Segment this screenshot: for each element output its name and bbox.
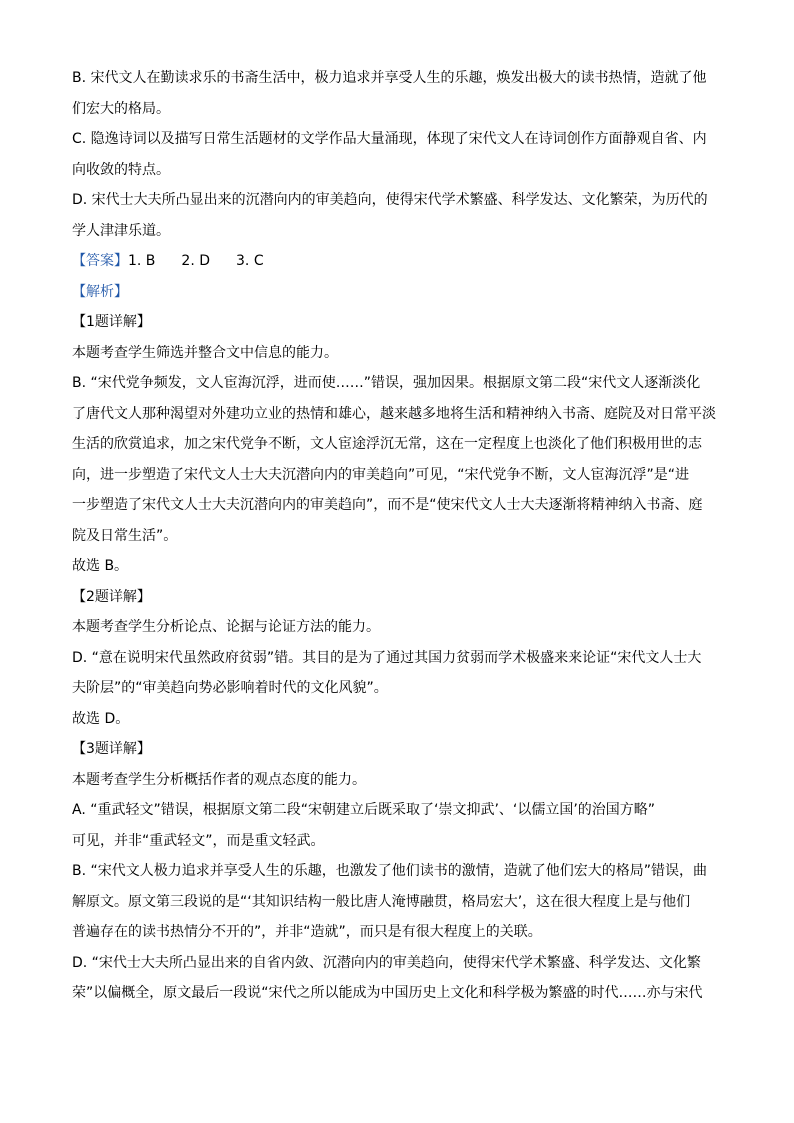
q2-intro: 本题考查学生分析论点、论据与论证方法的能力。 — [72, 619, 380, 635]
q3-line-5: 普遍存在的读书热情分不开的”，并非“造就”，而只是有很大程度上的关联。 — [72, 924, 542, 940]
q1-line-2: 了唐代文人那种渴望对外建功立业的热情和雄心，越来越多地将生活和精神纳入书斋、庭院及对日常平淡 — [72, 405, 716, 422]
q3-intro: 本题考查学生分析概括作者的观点态度的能力。 — [72, 771, 366, 788]
q3-line-6: D. “宋代士大夫所凸显出来的自省内敛、沉潜向内的审美趋向，使得宋代学术繁盛、科学发达、文化繁 — [72, 954, 701, 971]
option-c-line-1: C. 隐逸诗词以及描写日常生活题材的文学作品大量涌现，体现了宋代文人在诗词创作方面静观自省、内 — [72, 131, 707, 147]
q3-line-1: A. “重武轻文”错误，根据原文第二段“宋朝建立后既采取了‘崇文抑武’、‘以儒立国’的治国方略” — [72, 802, 656, 818]
analysis-label: 【解析】 — [72, 283, 128, 300]
q2-heading: 【2题详解】 — [72, 588, 151, 605]
option-d-line-2: 学人津津乐道。 — [72, 222, 170, 239]
option-b-line-1: B. 宋代文人在勤读求乐的书斋生活中，极力追求并享受人生的乐趣，焕发出极大的读书热情，造就了他 — [72, 70, 707, 86]
q3-line-2: 可见，并非“重武轻文”，而是重文轻武。 — [72, 832, 325, 849]
q1-line-3: 生活的欣赏追求，加之宋代党争不断，文人宦途浮沉无常，这在一定程度上也淡化了他们积极用世的志 — [72, 436, 702, 452]
option-c-line-2: 向收敛的特点。 — [72, 161, 170, 178]
q1-heading: 【1题详解】 — [72, 314, 151, 330]
answer-line — [72, 246, 720, 277]
q1-line-5: 一步塑造了宋代文人士大夫沉潜向内的审美趋向”，而不是“使宋代文人士大夫逐渐将精神纳入书斋、庭 — [72, 497, 703, 513]
answer-item-2: 2. D — [181, 253, 211, 269]
option-b-line-2: 们宏大的格局。 — [72, 100, 170, 117]
q3-line-3: B. “宋代文人极力追求并享受人生的乐趣，也激发了他们读书的激情，造就了他们宏大的格局”错误，曲 — [72, 863, 708, 879]
q2-line-2: 夫阶层”的“审美趋向势必影响着时代的文化风貌”。 — [72, 680, 388, 696]
q2-line-1: D. “意在说明宋代虽然政府贫弱”错。其目的是为了通过其国力贫弱而学术极盛来来论证“宋代文人士大 — [72, 649, 702, 666]
option-d-line-1: D. 宋代士大夫所凸显出来的沉潜向内的审美趋向，使得宋代学术繁盛、科学发达、文化繁荣，为历代的 — [72, 192, 708, 208]
q3-line-4: 解原文。原文第三段说的是“‘其知识结构一般比唐人淹博融贯，格局宏大’，这在很大程度上是与他们 — [72, 893, 691, 910]
answer-label: 【答案】 — [72, 253, 128, 269]
q1-conclusion: 故选 B。 — [72, 558, 129, 574]
q3-line-7: 荣”以偏概全，原文最后一段说“宋代之所以能成为中国历史上文化和科学极为繁盛的时代……亦与宋代 — [72, 985, 703, 1001]
q2-conclusion: 故选 D。 — [72, 710, 130, 727]
q1-line-6: 院及日常生活”。 — [72, 527, 178, 544]
q3-heading: 【3题详解】 — [72, 741, 151, 757]
answer-item-3: 3. C — [236, 253, 264, 269]
document-page — [72, 63, 720, 1009]
answer-item-1: 1. B — [128, 253, 156, 269]
q1-line-4: 向，进一步塑造了宋代文人士大夫沉潜向内的审美趋向”可见，“宋代党争不断，文人宦海沉浮”是“进 — [72, 466, 690, 483]
q1-line-1: B. “宋代党争频发，文人宦海沉浮，进而使……”错误，强加因果。根据原文第二段“宋代文人逐渐淡化 — [72, 375, 701, 391]
q1-intro: 本题考查学生筛选并整合文中信息的能力。 — [72, 344, 338, 361]
